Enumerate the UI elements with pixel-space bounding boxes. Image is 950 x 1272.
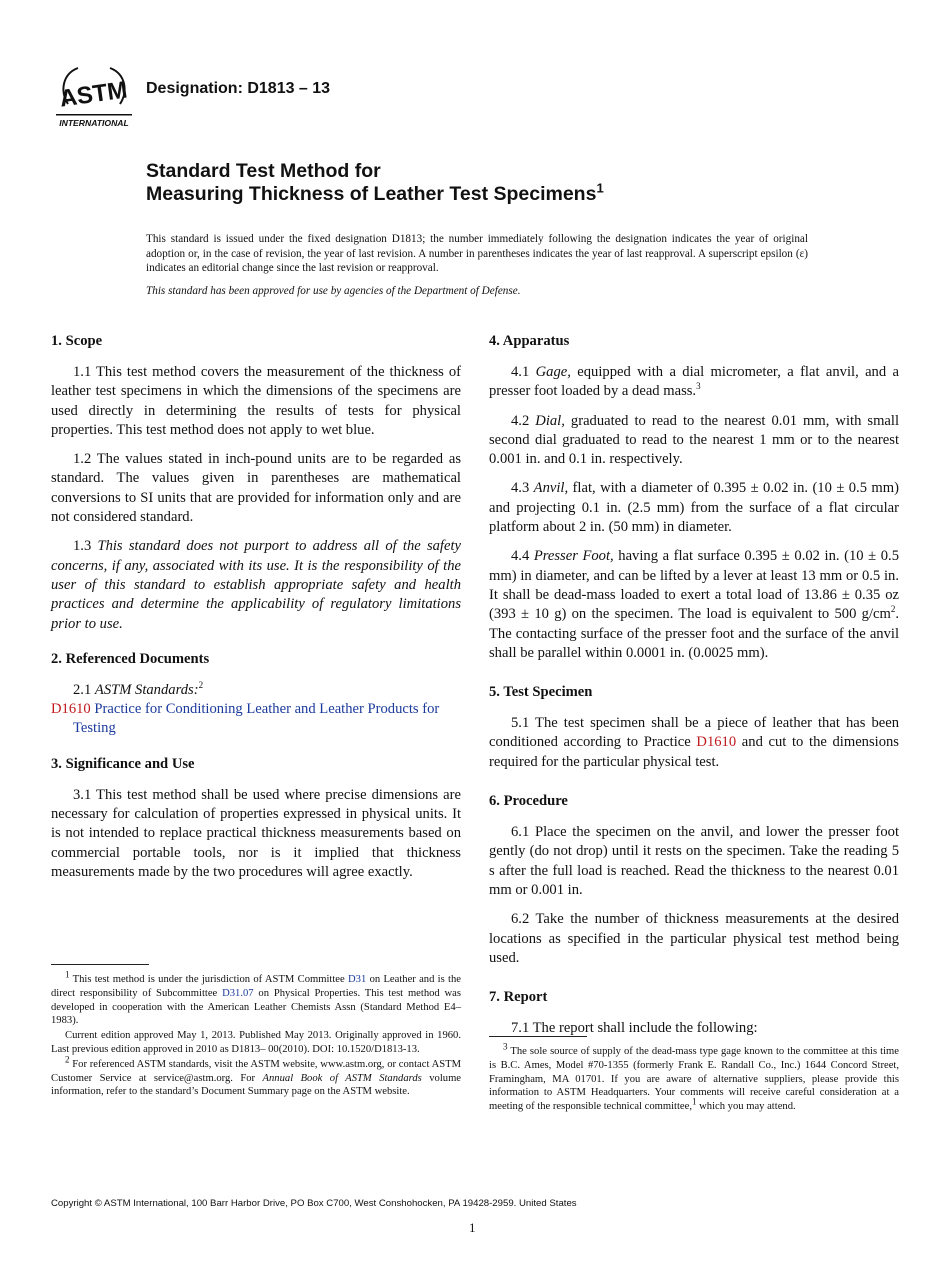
paragraph-1-3: 1.3 This standard does not purport to address all of the safety concerns, if any, associated with its use. It is the responsibility of the user of this standard to establish appropriate safety and health practices and determine the applicability of regulatory limitations prior to use. (51, 538, 461, 632)
dod-approval-note: This standard has been approved for use by agencies of the Department of Defense. (146, 284, 521, 297)
title-line-1: Standard Test Method for (146, 160, 381, 182)
page-number: 1 (469, 1220, 476, 1235)
issuance-notice (146, 232, 808, 298)
paragraph-4-3: 4.3 Anvil, flat, with a diameter of 0.395 ± 0.02 in. (10 ± 0.5 mm) and projecting 0.1 in. (2.5 mm) from the surface of a flat circular platform about 2 in. (50 mm) in diameter. (489, 480, 899, 536)
subcommittee-link[interactable]: D31.07 (222, 987, 254, 999)
section-heading: 6. Procedure (489, 793, 568, 810)
referenced-standard-link[interactable]: D1610 Practice for Conditioning Leather and Leather Products for Testing (51, 701, 440, 737)
section-heading: 5. Test Specimen (489, 684, 593, 701)
section-report (489, 988, 899, 1038)
practice-d1610-link[interactable]: D1610 (696, 734, 737, 751)
footnote-divider (51, 964, 149, 965)
paragraph-7-1: 7.1 The report shall include the following: (511, 1020, 758, 1037)
title-footnote-mark: 1 (596, 180, 604, 196)
footnote-divider (489, 1036, 587, 1037)
section-scope (51, 332, 461, 634)
designation: Designation: D1813 – 13 (146, 80, 331, 97)
paragraph-4-4: 4.4 Presser Foot, having a flat surface 0.395 ± 0.02 in. (10 ± 0.5 mm) in diameter, and can be lifted by a lever at least 13 mm or 0.5 in. It shall be dead-mass loaded to exert a total load of 13.86 ± 0.35 oz (393 ± 10 g) on the specimen. The load is equivalent to 500 $g/cm^2$. The contacting surface of the presser foot and the surface of the anvil shall be parallel within 0.0001 in. (0.0025 mm). (489, 548, 899, 661)
paragraph-5-1: 5.1 The test specimen shall be a piece of leather that has been conditioned according to Practice D1610 and cut to the dimensions required for the particular physical test. (489, 715, 899, 770)
footnote-1: $^1$ This test method is under the jurisdiction of ASTM Committee D31 on Leather and is the direct responsibility of Subcommittee D31.07 on Physical Properties. This test method was developed in cooperation with the American Leather Chemists Assn (Standard Method E4–1983). (51, 969, 462, 1027)
section-significance (51, 755, 461, 882)
paragraph-2-1: 2.1 ASTM Standards:$^2$ (73, 680, 204, 698)
section-heading: 1. Scope (51, 333, 103, 349)
paragraph-1-2: 1.2 The values stated in inch-pound units are to be regarded as standard. The values given in parentheses are mathematical conversions to SI units that are provided for information only and are not considered standard. (51, 451, 461, 526)
footnote-1-edition: Current edition approved May 1, 2013. Published May 2013. Originally approved in 1960. Last previous edition approved in 2010 as D1813– 00(2010). DOI: 10.1520/D1813-13. (51, 1030, 461, 1055)
section-heading: 3. Significance and Use (51, 755, 195, 772)
section-procedure (489, 792, 899, 968)
paragraph-4-2: 4.2 Dial, graduated to read to the nearest 0.01 mm, with small second dial graduated to read to the nearest 1 mm or to the nearest 0.001 in. and 0.1 in. respectively. (489, 412, 900, 468)
paragraph-6-1: 6.1 Place the specimen on the anvil, and lower the presser foot gently (do not drop) until it rests on the specimen. Take the reading 5 s after the full load is reached. Read the thickness to the nearest 0.01 mm or 0.001 in. (489, 824, 899, 898)
section-heading: 7. Report (489, 989, 548, 1006)
document-title (146, 160, 604, 206)
left-footnotes (51, 964, 461, 1100)
title-line-2: Measuring Thickness of Leather Test Specimens$^1$ (146, 180, 604, 205)
right-footnotes (489, 1036, 899, 1115)
paragraph-1-1: 1.1 This test method covers the measurement of the thickness of leather test specimens in which the dimensions of the specimens are used directly in determining the results of tests for physical properties. This test method does not apply to wet blue. (51, 364, 461, 438)
paragraph-3-1: 3.1 This test method shall be used where precise dimensions are necessary for calculation of properties expressed in physical units. It is not intended to replace practical thickness measurements based on commercial portable tools, nor is it implied that thickness measurements made by the two procedures will agree exactly. (51, 786, 461, 880)
committee-link[interactable]: D31 (348, 974, 367, 985)
section-heading: 4. Apparatus (489, 333, 570, 349)
logo-international-text: INTERNATIONAL (59, 118, 129, 128)
paragraph-4-1: 4.1 Gage, equipped with a dial micrometer, a flat anvil, and a presser foot loaded by a dead mass.$^3$ (489, 364, 899, 400)
notice-text: This standard is issued under the fixed designation D1813; the number immediately following the designation indicates the year of original adoption or, in the case of revision, the year of last revision. A number in parentheses indicates the year of last reapproval. A superscript epsilon (ε) indicates an editorial change since the last revision or reapproval. (146, 233, 808, 274)
section-test-specimen (489, 683, 899, 772)
paragraph-6-2: 6.2 Take the number of thickness measurements at the desired locations as specified in the particular physical test method being used. (489, 911, 899, 966)
copyright-line: Copyright © ASTM International, 100 Barr Harbor Drive, PO Box C700, West Conshohocken, PA 19428-2959. United States (51, 1198, 577, 1209)
section-referenced-documents (51, 650, 461, 739)
section-heading: 2. Referenced Documents (51, 650, 210, 667)
astm-logo (54, 58, 134, 132)
right-column (489, 332, 899, 1054)
footnote-2: $^2$ For referenced ASTM standards, visit the ASTM website, www.astm.org, or contact ASTM Customer Service at service@astm.org. For Annual Book of ASTM Standards volume information, refer to the standard’s Document Summary page on the ASTM website. (51, 1054, 462, 1098)
section-apparatus (489, 332, 899, 663)
left-column (51, 332, 461, 898)
footnote-3: $^3$ The sole source of supply of the dead-mass type gage known to the committee at this time is B.C. Ames, Model #70-1355 (formerly Frank E. Randall Co., Inc.) 1644 Concord Street, Framingham, MA 01701. If you are aware of alternative suppliers, please provide this information to ASTM Headquarters. Your comments will receive careful consideration at a meeting of the responsible technical committee,$^1$ which you may attend. (489, 1041, 899, 1113)
logo-astm-text: ASTM (57, 76, 130, 113)
